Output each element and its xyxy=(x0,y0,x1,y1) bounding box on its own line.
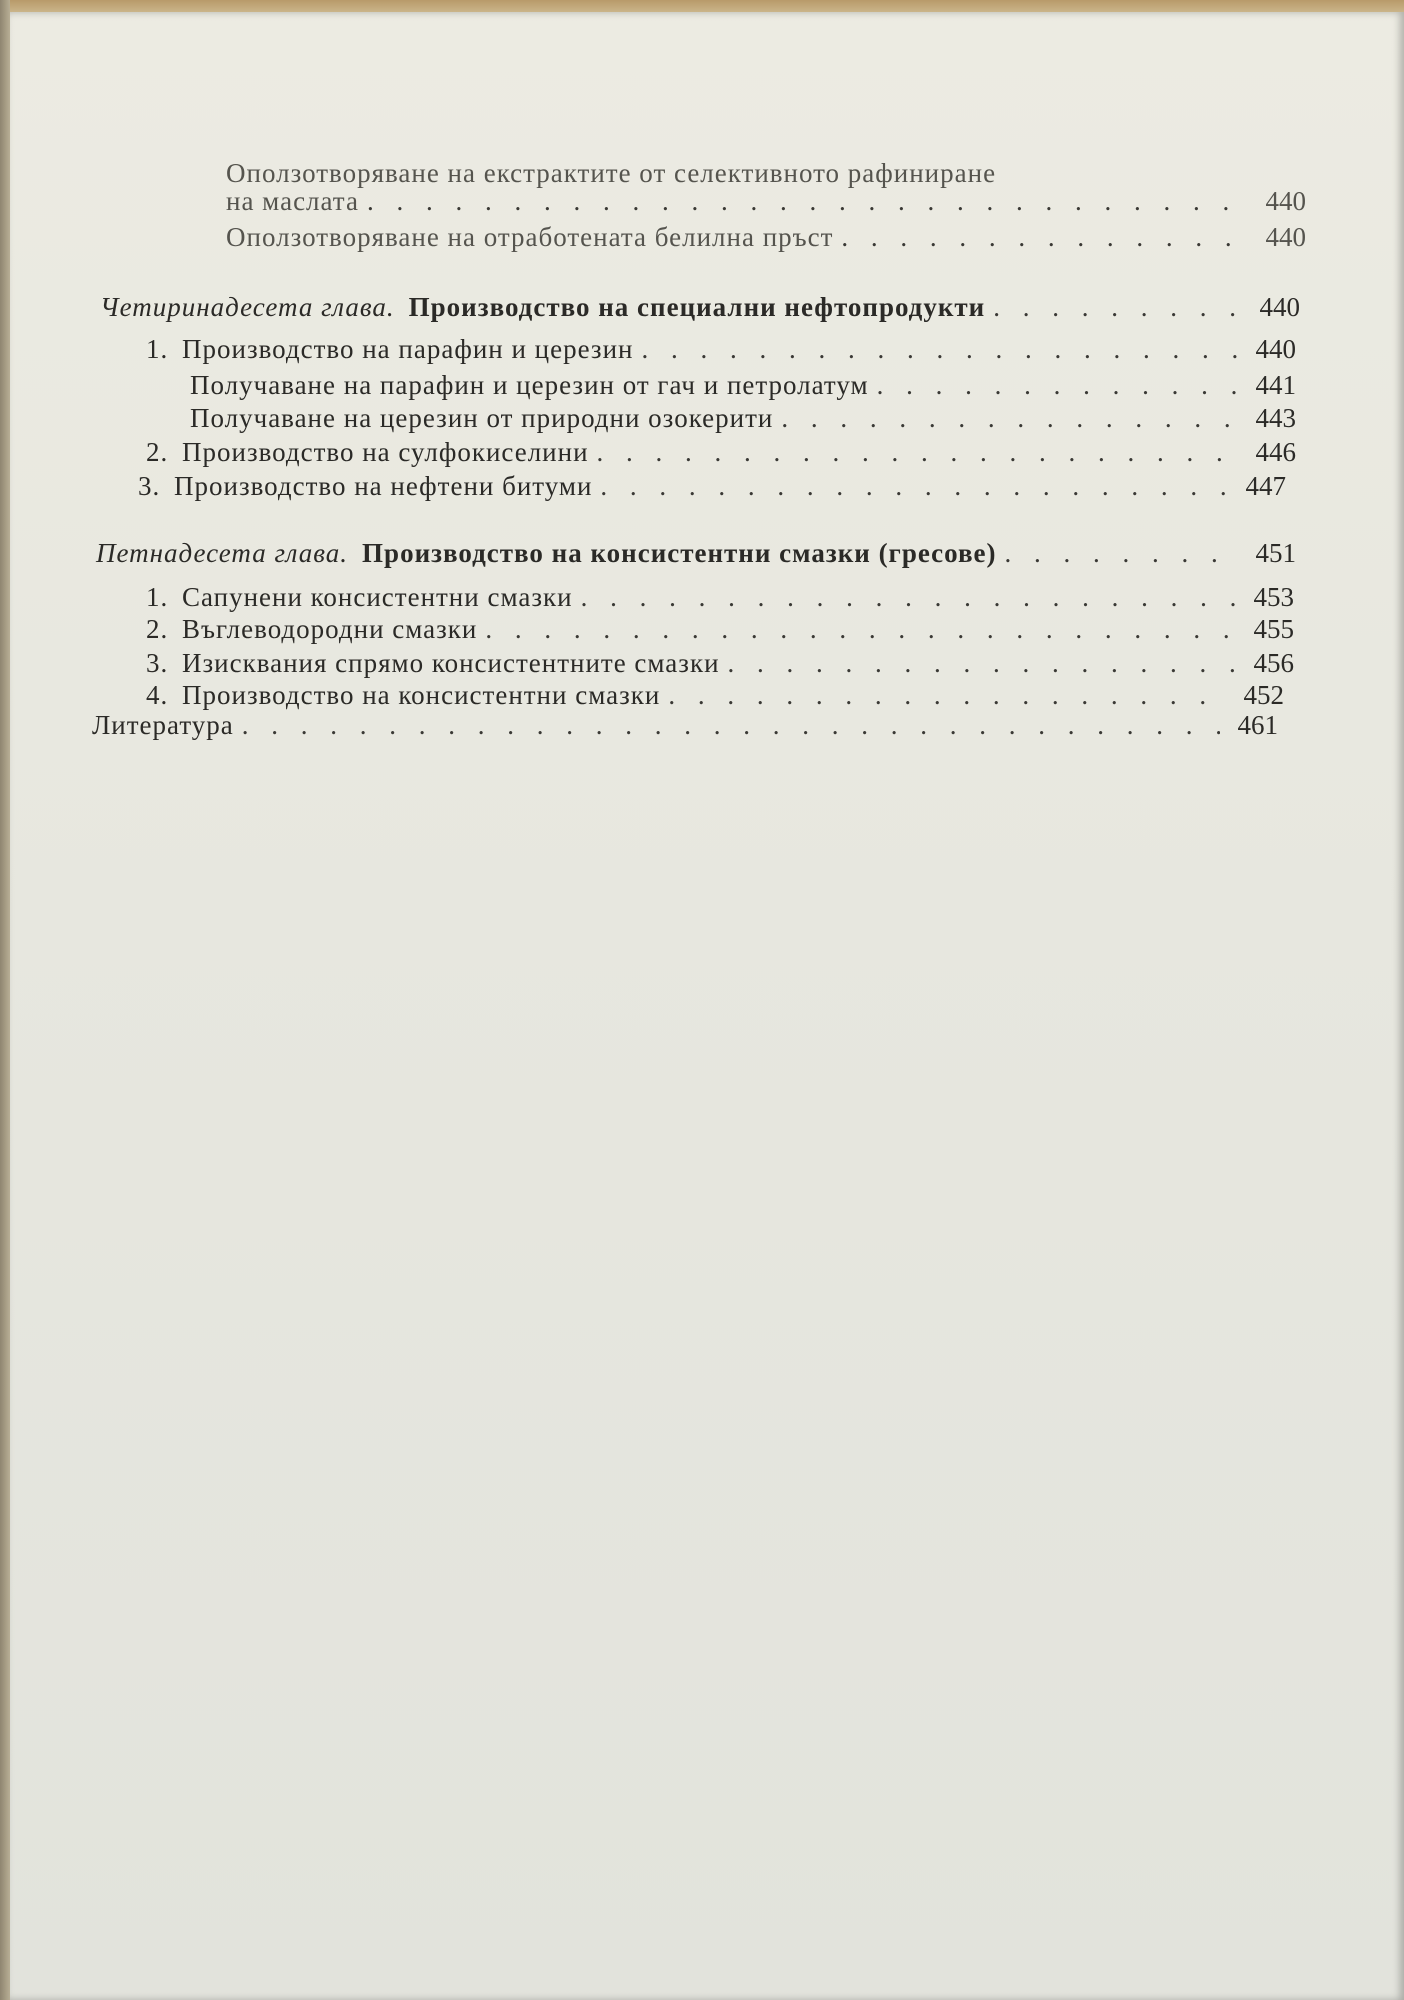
toc-leader-dots xyxy=(581,584,1236,611)
toc-page-number: 440 xyxy=(1265,222,1306,252)
toc-entry xyxy=(138,473,1286,500)
toc-leader-dots xyxy=(642,336,1239,363)
toc-page-number: 446 xyxy=(1255,437,1296,467)
toc-entry xyxy=(190,372,1296,399)
toc-entry-number: 3. xyxy=(146,648,169,678)
toc-entry-number: 2. xyxy=(146,614,169,644)
toc-entry-title: Производство на нефтени битуми xyxy=(174,471,593,501)
toc-entry xyxy=(146,439,1296,466)
toc-entry-title: Изисквания спрямо консистентните смазки xyxy=(182,648,720,678)
toc-entry xyxy=(226,160,1246,187)
toc-page-number: 443 xyxy=(1255,403,1296,433)
toc-leader-dots xyxy=(728,650,1236,677)
toc-entry xyxy=(226,224,1306,251)
toc-entry xyxy=(146,682,1284,709)
chapter-label: Петнадесета глава. xyxy=(96,538,349,568)
toc-page-number: 455 xyxy=(1253,614,1294,644)
toc-entry-literature xyxy=(92,712,1278,739)
toc-entry-title: Въглеводородни смазки xyxy=(182,614,478,644)
toc-entry-number: 1. xyxy=(146,334,169,364)
toc-entry-title: Оползотворяване на отработената белилна пръст xyxy=(226,222,834,252)
toc-page-number: 440 xyxy=(1255,334,1296,364)
chapter-title: Производство на консистентни смазки (гресове) xyxy=(362,538,997,568)
toc-entry xyxy=(146,584,1294,611)
toc-leader-dots xyxy=(600,473,1228,500)
toc-entry-title: Литература xyxy=(92,710,234,740)
toc-page-number: 456 xyxy=(1253,648,1294,678)
toc-entry xyxy=(190,405,1296,432)
toc-page-number: 447 xyxy=(1245,471,1286,501)
toc-entry-number: 3. xyxy=(138,471,161,501)
toc-leader-dots xyxy=(485,616,1236,643)
toc-page-number: 461 xyxy=(1237,710,1278,740)
toc-chapter-heading xyxy=(100,294,1300,321)
toc-leader-dots xyxy=(1005,540,1238,567)
toc-entry xyxy=(146,336,1296,363)
toc-entry-number: 2. xyxy=(146,437,169,467)
toc-leader-dots xyxy=(877,372,1238,399)
toc-leader-dots xyxy=(841,224,1248,251)
toc-page-number: 451 xyxy=(1255,538,1296,568)
toc-page-number: 441 xyxy=(1255,370,1296,400)
toc-entry-title: Производство на парафин и церезин xyxy=(182,334,634,364)
toc-entry-title: Получаване на церезин от природни озокерити xyxy=(190,403,774,433)
chapter-label: Четиринадесета глава. xyxy=(100,292,395,322)
toc-entry-number: 1. xyxy=(146,582,169,612)
toc-page-number: 440 xyxy=(1259,292,1300,322)
toc-page-number: 453 xyxy=(1253,582,1294,612)
toc-entry-title-continued: на маслата xyxy=(226,186,359,216)
toc-entry-title: Производство на сулфокиселини xyxy=(182,437,589,467)
toc-entry xyxy=(146,616,1294,643)
chapter-title: Производство на специални нефтопродукти xyxy=(408,292,986,322)
toc-entry xyxy=(146,650,1294,677)
toc-chapter-heading xyxy=(96,540,1296,567)
toc-leader-dots xyxy=(668,682,1226,709)
toc-leader-dots xyxy=(993,294,1242,321)
toc-leader-dots xyxy=(597,439,1238,466)
toc-entry-title: Оползотворяване на екстрактите от селективното рафиниране xyxy=(226,158,997,188)
toc-entry-title: Сапунени консистентни смазки xyxy=(182,582,573,612)
toc-page-number: 440 xyxy=(1265,186,1306,216)
toc-entry-title: Получаване на парафин и церезин от гач и петролатум xyxy=(190,370,869,400)
toc-leader-dots xyxy=(781,405,1238,432)
toc-entry-number: 4. xyxy=(146,680,169,710)
toc-entry xyxy=(226,188,1306,215)
toc-page-number: 452 xyxy=(1243,680,1284,710)
toc-leader-dots xyxy=(242,712,1220,739)
toc-entry-title: Производство на консистентни смазки xyxy=(182,680,661,710)
toc-leader-dots xyxy=(367,188,1248,215)
